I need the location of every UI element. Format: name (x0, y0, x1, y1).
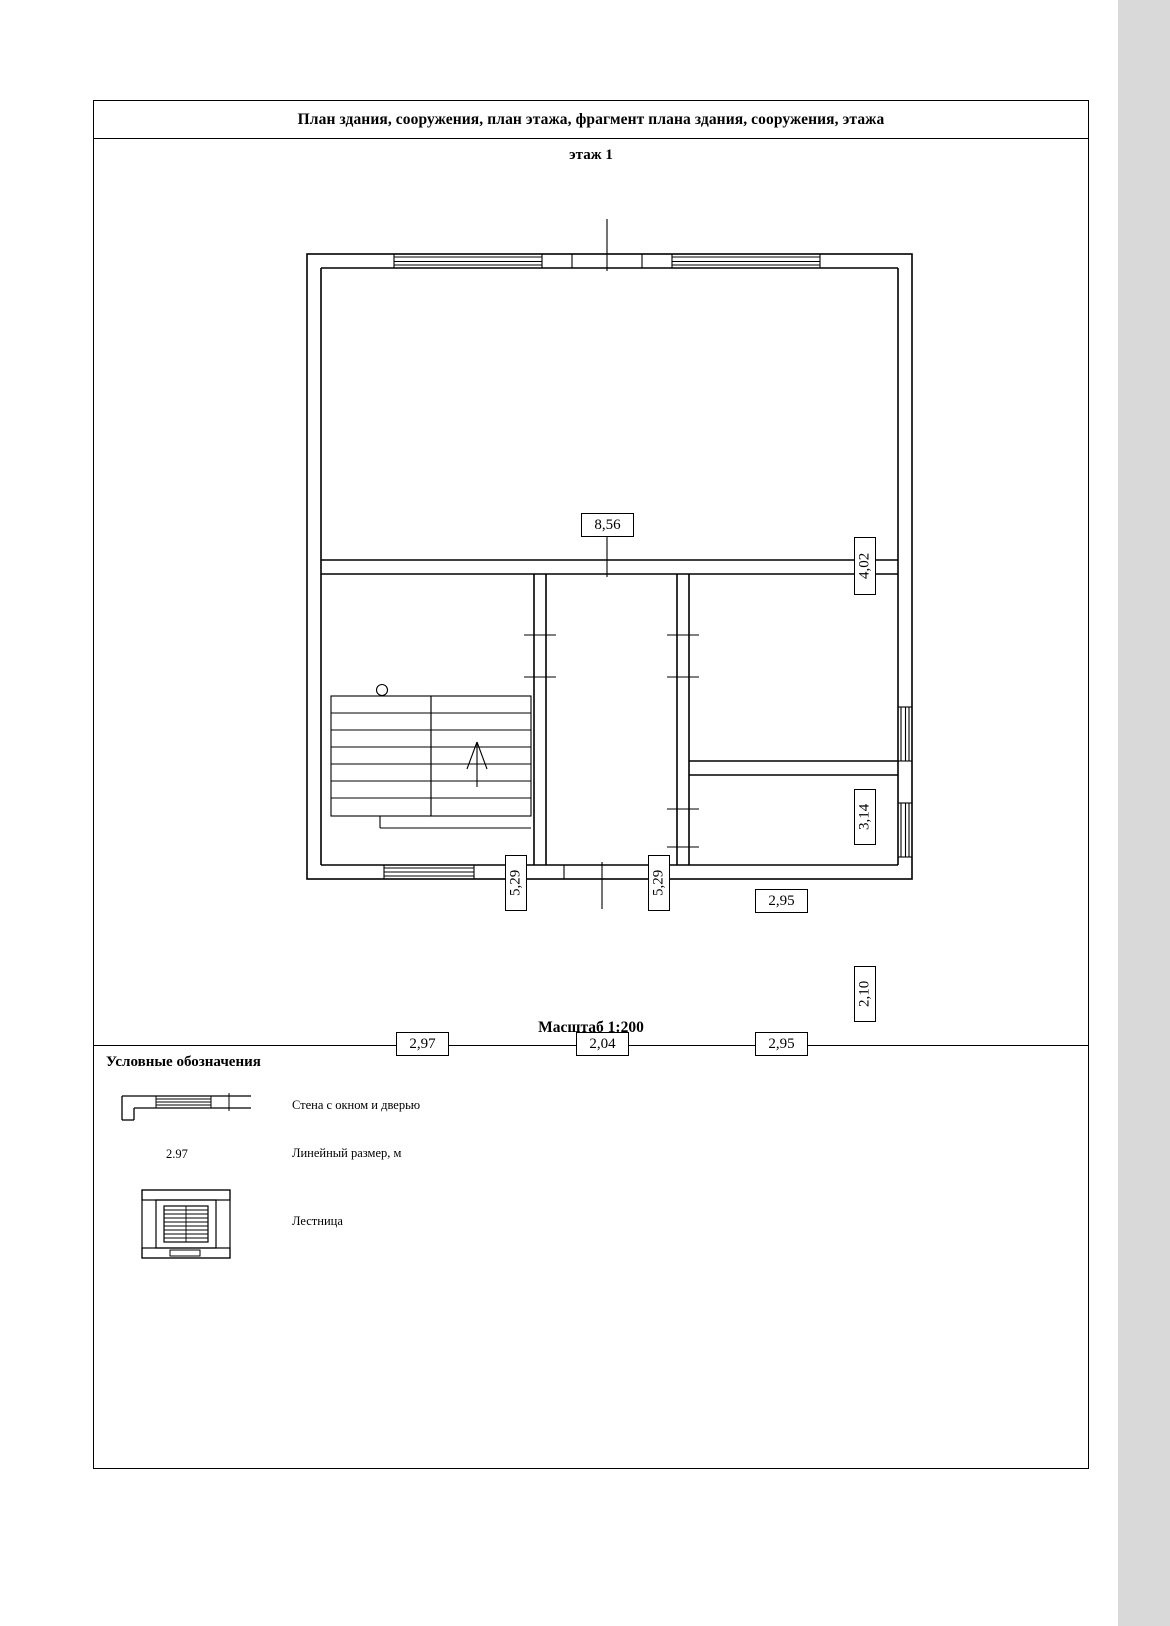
dimension-5-29-middle: 5,29 (648, 855, 670, 911)
document-title-bar (94, 101, 1088, 139)
dimension-5-29-left: 5,29 (505, 855, 527, 911)
legend-label-dimension: Линейный размер, м (292, 1146, 402, 1160)
page-margin-strip (1118, 0, 1170, 1626)
dimension-2-04: 2,04 (576, 1032, 629, 1056)
wall-with-window-and-door-icon (116, 1090, 256, 1126)
page-title: План здания, сооружения, план этажа, фрагмент плана здания, сооружения, этажа (297, 110, 885, 128)
legend-area (94, 1046, 1088, 1468)
window-top-right (672, 254, 820, 268)
dimension-8-56: 8,56 (581, 513, 634, 537)
dimension-2-95-lower: 2,95 (755, 1032, 808, 1056)
dimension-2-10: 2,10 (854, 966, 876, 1022)
document-frame (93, 100, 1089, 1469)
dimension-2-95-upper: 2,95 (755, 889, 808, 913)
window-top-left (394, 254, 542, 268)
dimension-2-97: 2,97 (396, 1032, 449, 1056)
legend-label-wall: Стена с окном и дверью (292, 1098, 421, 1112)
window-right-lower (898, 803, 912, 857)
floor-plan-drawing (94, 199, 1087, 999)
staircase-icon (331, 685, 531, 829)
floor-plan-area (94, 139, 1088, 1052)
dimension-3-14: 3,14 (854, 789, 876, 845)
dimension-4-02: 4,02 (854, 537, 876, 595)
window-bottom-left (384, 865, 474, 879)
legend-sample-dimension: 2.97 (166, 1147, 188, 1161)
scale-label: Масштаб 1:200 (538, 1019, 644, 1036)
window-right-upper (898, 707, 912, 761)
floor-label: этаж 1 (569, 147, 613, 163)
legend-title: Условные обозначения (106, 1054, 261, 1070)
staircase-icon (138, 1186, 234, 1262)
legend-label-staircase: Лестница (292, 1214, 343, 1228)
